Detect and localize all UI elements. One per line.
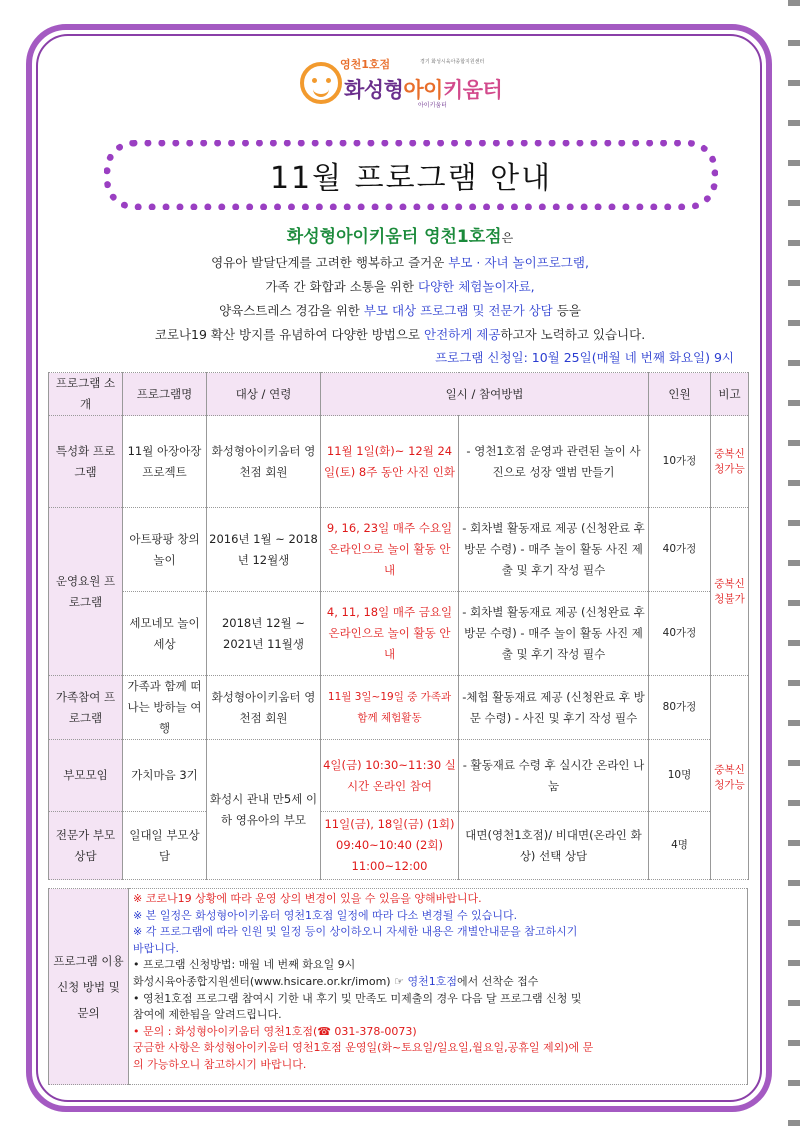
intro-line-3: 양육스트레스 경감을 위한 부모 대상 프로그램 및 전문가 상담 등을 <box>219 303 581 318</box>
row-people: 4명 <box>649 812 711 880</box>
row-date: 11일(금), 18일(금) (1회) 09:40~10:40 (2회) 11:00~12:00 <box>321 812 459 880</box>
info-apply-site: 화성시육아종합지원센터(www.hsicare.or.kr/imom) ☞ 영천1호점에서 선착순 접수 <box>133 974 539 988</box>
row-name: 세모네모 놀이세상 <box>123 592 207 676</box>
info-restriction-a: • 영천1호점 프로그램 참여시 기한 내 후기 및 만족도 미제출의 경우 다음 달 프로그램 신청 및 <box>133 991 582 1005</box>
row-category: 부모모임 <box>49 740 123 812</box>
title-box <box>104 140 718 210</box>
row-note: 중복신청불가 <box>711 508 749 676</box>
scan-edge <box>788 0 800 1132</box>
row-date: 11월 1일(화)~ 12월 24일(토) 8주 동안 사진 인화 <box>321 416 459 508</box>
row-target: 2018년 12월 ~ 2021년 11월생 <box>207 592 321 676</box>
info-notice-1: ※ 코로나19 상황에 따라 운영 상의 변경이 있을 수 있음을 양해바랍니다. <box>133 892 482 905</box>
row-method: 대면(영천1호점)/ 비대면(온라인 화상) 선택 상담 <box>459 812 649 880</box>
intro-line-4: 코로나19 확산 방지를 유념하여 다양한 방법으로 안전하게 제공하고자 노력하고 있습니다. <box>154 327 646 342</box>
row-name: 아트팡팡 창의놀이 <box>123 508 207 592</box>
info-contact: • 문의 : 화성형아이키움터 영천1호점(☎ 031-378-0073) <box>133 1024 417 1038</box>
header-people: 인원 <box>649 373 711 416</box>
logo-tagline: 경기 화성시육아종합지원센터 <box>420 59 485 65</box>
intro <box>40 224 760 347</box>
row-method: -체험 활동재료 제공 (신청완료 후 방문 수령) - 사진 및 후기 작성 필수 <box>459 676 649 740</box>
info-notice-3b: 바랍니다. <box>133 941 180 955</box>
row-note: 중복신청가능 <box>711 416 749 508</box>
info-label: 프로그램 이용신청 방법 및 문의 <box>49 889 129 1085</box>
row-method: - 영천1호점 운영과 관련된 놀이 사진으로 성장 앨범 만들기 <box>459 416 649 508</box>
row-target: 2016년 1월 ~ 2018년 12월생 <box>207 508 321 592</box>
row-category: 가족참여 프로그램 <box>49 676 123 740</box>
table-row <box>49 812 749 880</box>
header-name: 프로그램명 <box>123 373 207 416</box>
table-row <box>49 740 749 812</box>
info-body <box>129 889 748 1085</box>
row-name: 가족과 함께 떠나는 방하늘 여행 <box>123 676 207 740</box>
intro-line-2: 가족 간 화합과 소통을 위한 다양한 체험놀이자료, <box>265 279 535 294</box>
page-title: 11월 프로그램 안내 <box>269 161 553 196</box>
logo-main-text: 화성형아이키움터 <box>344 78 503 102</box>
row-method: - 활동재료 수령 후 실시간 온라인 나눔 <box>459 740 649 812</box>
table-row <box>49 592 749 676</box>
info-row <box>49 889 748 1085</box>
row-name: 11월 아장아장 프로젝트 <box>123 416 207 508</box>
intro-heading: 화성형아이키움터 영천1호점은 <box>286 227 514 247</box>
header-note: 비고 <box>711 373 749 416</box>
row-category: 특성화 프로그램 <box>49 416 123 508</box>
smile-face-icon <box>300 62 342 104</box>
table-row <box>49 676 749 740</box>
info-contact-note-b: 의 가능하오니 참고하시기 바랍니다. <box>133 1057 307 1071</box>
row-people: 40가정 <box>649 592 711 676</box>
row-target: 화성시 관내 만5세 이하 영유아의 부모 <box>207 740 321 880</box>
logo-small-text: 아이키움터 <box>418 102 447 109</box>
row-date: 9, 16, 23일 매주 수요일 온라인으로 놀이 활동 안내 <box>321 508 459 592</box>
row-target: 화성형아이키움터 영천점 회원 <box>207 676 321 740</box>
row-people: 80가정 <box>649 676 711 740</box>
row-note: 중복신청가능 <box>711 676 749 880</box>
row-people: 40가정 <box>649 508 711 592</box>
info-notice-2: ※ 본 일정은 화성형아이키움터 영천1호점 일정에 따라 다소 변경될 수 있습니다. <box>133 908 518 922</box>
intro-line-1: 영유아 발달단계를 고려한 행복하고 즐거운 부모 · 자녀 놀이프로그램, <box>211 255 589 270</box>
row-name: 가치마음 3기 <box>123 740 207 812</box>
row-name: 일대일 부모상담 <box>123 812 207 880</box>
row-method: - 회차별 활동재료 제공 (신청완료 후 방문 수령) - 매주 놀이 활동 사진 제출 및 후기 작성 필수 <box>459 592 649 676</box>
header-category: 프로그램 소개 <box>49 373 123 416</box>
row-target: 화성형아이키움터 영천점 회원 <box>207 416 321 508</box>
row-date: 11월 3일~19일 중 가족과 함께 체험활동 <box>321 676 459 740</box>
logo-branch: 영천1호점 <box>340 58 391 71</box>
info-contact-note-a: 궁금한 사항은 화성형아이키움터 영천1호점 운영일(화~토요일/일요일,월요일,공휴일 제외)에 문 <box>133 1041 594 1055</box>
row-people: 10가정 <box>649 416 711 508</box>
table-header <box>49 373 749 416</box>
apply-date: 프로그램 신청일: 10월 25일(매월 네 번째 화요일) 9시 <box>435 350 734 365</box>
info-apply-method: • 프로그램 신청방법: 매월 네 번째 화요일 9시 <box>133 958 356 972</box>
row-category: 운영요원 프로그램 <box>49 508 123 676</box>
info-notice-3a: ※ 각 프로그램에 따라 인원 및 일정 등이 상이하오니 자세한 내용은 개별안내문을 참고하시기 <box>133 925 578 939</box>
header-target: 대상 / 연령 <box>207 373 321 416</box>
logo <box>300 56 540 110</box>
header-date-method: 일시 / 참여방법 <box>321 373 649 416</box>
row-date: 4, 11, 18일 매주 금요일 온라인으로 놀이 활동 안내 <box>321 592 459 676</box>
table-row <box>49 416 749 508</box>
info-restriction-b: 참여에 제한됨을 알려드립니다. <box>133 1008 282 1022</box>
info-table <box>48 888 748 1085</box>
row-people: 10명 <box>649 740 711 812</box>
program-table <box>48 372 749 880</box>
table-row <box>49 508 749 592</box>
row-method: - 회차별 활동재료 제공 (신청완료 후 방문 수령) - 매주 놀이 활동 사진 제출 및 후기 작성 필수 <box>459 508 649 592</box>
row-category: 전문가 부모상담 <box>49 812 123 880</box>
row-date: 4일(금) 10:30~11:30 실시간 온라인 참여 <box>321 740 459 812</box>
